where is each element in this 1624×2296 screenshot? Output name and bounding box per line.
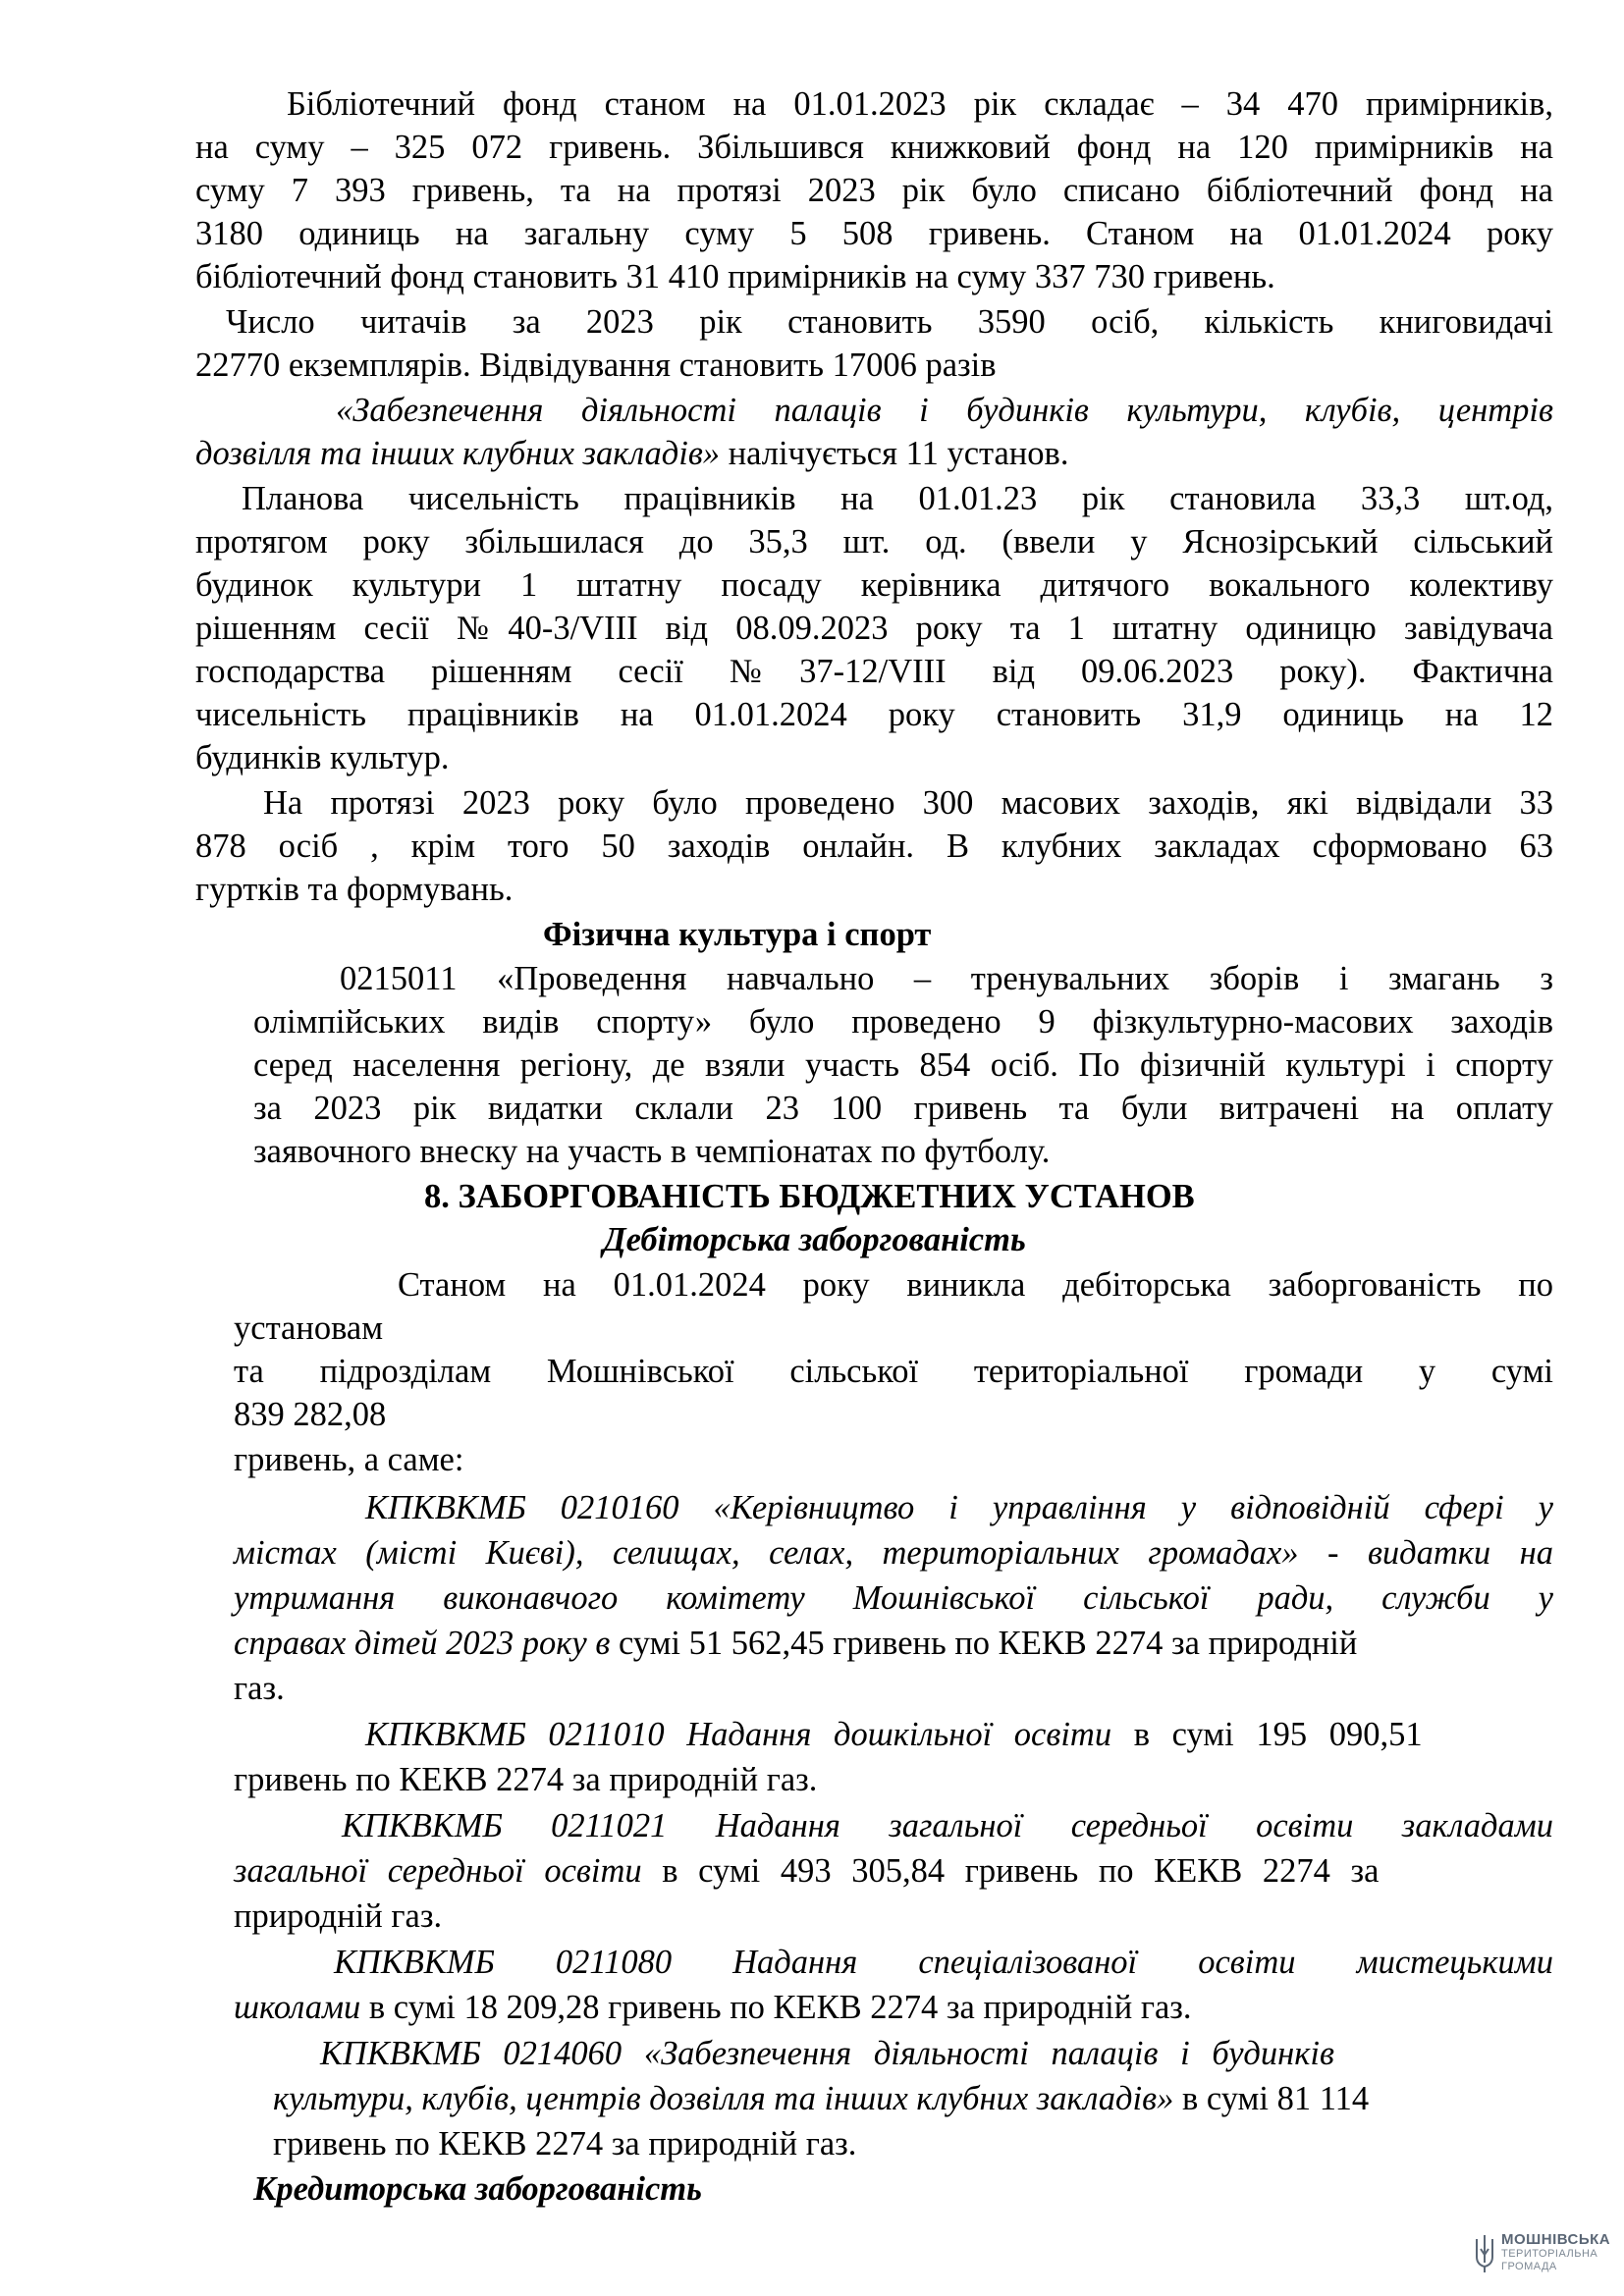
- paragraph-line: [365, 1713, 1423, 1756]
- paragraph-line: КПКВКМБ 0211021 Надання загальної середньої освіти закладами: [342, 1807, 1553, 1844]
- paragraph-line: та підрозділам Мошнівської сільської територіальної громади у сумі: [234, 1353, 1553, 1390]
- paragraph-line: [234, 1986, 1192, 2029]
- logo-subtitle: ТЕРИТОРІАЛЬНА: [1501, 2248, 1598, 2260]
- regular-span: в сумі 195 090,51: [1111, 1716, 1423, 1753]
- italic-span: школами: [234, 1989, 361, 2026]
- subsection-title: Дебіторська заборгованість: [603, 1221, 1026, 1258]
- regular-span: в сумі 493 305,84 гривень по КЕКВ 2274 за: [641, 1852, 1380, 1890]
- section-heading: Фізична культура і спорт: [543, 916, 932, 953]
- paragraph-line: [234, 1849, 1379, 1893]
- paragraph-line: суму 7 393 гривень, та на протязі 2023 рік було списано бібліотечний фонд на: [195, 172, 1553, 209]
- paragraph-line: [273, 2077, 1369, 2120]
- italic-span: КПКВКМБ 0214060: [320, 2035, 623, 2072]
- paragraph-line: Станом на 01.01.2024 року виникла дебіторська заборгованість по: [398, 1266, 1553, 1304]
- italic-span: КПКВКМБ 0211010 Надання дошкільної освіти: [365, 1716, 1112, 1753]
- regular-span: в сумі 18 209,28 гривень по КЕКВ 2274 за природній газ.: [360, 1989, 1192, 2026]
- paragraph-line: будинків культур.: [195, 739, 450, 776]
- paragraph-line: На протязі 2023 року було проведено 300 масових заходів, які відвідали 33: [263, 784, 1553, 822]
- italic-span: справах дітей 2023 року в: [234, 1625, 611, 1662]
- paragraph-line: протягом року збільшилася до 35,3 шт. од. (ввели у Яснозірський сільський: [195, 523, 1553, 561]
- paragraph-line: бібліотечний фонд становить 31 410 примірників на суму 337 730 гривень.: [195, 258, 1275, 295]
- italic-span: культури, клубів, центрів дозвілля та інших клубних закладів»: [273, 2080, 1174, 2117]
- paragraph-line: «Забезпечення діяльності палаців і будинків культури, клубів, центрів: [336, 392, 1553, 429]
- paragraph-line: Планова чисельність працівників на 01.01.23 рік становила 33,3 шт.од,: [242, 480, 1553, 517]
- paragraph-line: господарства рішенням сесії №37-12/VIII від 09.06.2023 року). Фактична: [195, 653, 1553, 690]
- paragraph-line: гривень, а саме:: [234, 1441, 464, 1478]
- paragraph-line: 22770 екземплярів. Відвідування становить 17006 разів: [195, 347, 997, 384]
- paragraph-line: Бібліотечний фонд станом на 01.01.2023 рік складає – 34 470 примірників,: [287, 85, 1553, 123]
- paragraph-line: містах (місті Києві), селищах, селах, територіальних громадах» - видатки на: [234, 1534, 1553, 1572]
- paragraph-line: Число читачів за 2023 рік становить 3590 осіб, кількість книговидачі: [226, 303, 1553, 341]
- paragraph-line: заявочного внеску на участь в чемпіонатах по футболу.: [253, 1133, 1051, 1170]
- paragraph-line: гривень по КЕКВ 2274 за природній газ.: [234, 1761, 818, 1798]
- community-logo: [1474, 2231, 1611, 2278]
- paragraph-line: утримання виконавчого комітету Мошнівської сільської ради, служби у: [234, 1579, 1553, 1617]
- section-title: 8. ЗАБОРГОВАНІСТЬ БЮДЖЕТНИХ УСТАНОВ: [424, 1178, 1195, 1215]
- paragraph-line: за 2023 рік видатки склали 23 100 гривень та були витрачені на оплату: [253, 1090, 1553, 1127]
- paragraph-line: 878 осіб , крім того 50 заходів онлайн. В клубних закладах сформовано 63: [195, 828, 1553, 865]
- paragraph-line: чисельність працівників на 01.01.2024 року становить 31,9 одиниць на 12: [195, 696, 1553, 733]
- subsection-title: Кредиторська заборгованість: [253, 2170, 702, 2208]
- regular-span: налічується 11 установ.: [720, 435, 1069, 472]
- italic-span: «Забезпечення діяльності палаців і будинків: [622, 2035, 1334, 2072]
- paragraph-line: [195, 432, 1068, 475]
- paragraph-line: установам: [234, 1309, 384, 1347]
- paragraph-line: [320, 2032, 1334, 2075]
- paragraph-line: гуртків та формувань.: [195, 871, 514, 908]
- paragraph-line: 839 282,08: [234, 1396, 387, 1433]
- paragraph-line: олімпійських видів спорту» було проведено 9 фізкультурно-масових заходів: [253, 1003, 1553, 1041]
- paragraph-line: гривень по КЕКВ 2274 за природній газ.: [273, 2125, 857, 2163]
- paragraph-line: КПКВКМБ 0211080 Надання спеціалізованої освіти мистецькими: [334, 1944, 1553, 1981]
- paragraph-line: серед населення регіону, де взяли участь 854 осіб. По фізичній культурі і спорту: [253, 1046, 1553, 1084]
- paragraph-line: рішенням сесії №40-3/VIII від 08.09.2023 року та 1 штатну одиницю завідувача: [195, 610, 1553, 647]
- paragraph-line: [234, 1622, 1357, 1665]
- paragraph-line: газ.: [234, 1670, 285, 1707]
- italic-span: дозвілля та інших клубних закладів»: [195, 435, 721, 472]
- paragraph-line: природній газ.: [234, 1897, 443, 1935]
- paragraph-line: 0215011 «Проведення навчально – тренувальних зборів і змагань з: [340, 960, 1553, 997]
- regular-span: в сумі 81 114: [1173, 2080, 1370, 2117]
- italic-span: загальної середньої освіти: [234, 1852, 642, 1890]
- paragraph-line: на суму – 325 072 гривень. Збільшився книжковий фонд на 120 примірників на: [195, 129, 1553, 166]
- trident-icon: [1474, 2233, 1495, 2274]
- paragraph-line: КПКВКМБ 0210160 «Керівництво і управління у відповідній сфері у: [365, 1489, 1553, 1526]
- paragraph-line: 3180 одиниць на загальну суму 5 508 гривень. Станом на 01.01.2024 року: [195, 215, 1553, 252]
- paragraph-line: будинок культури 1 штатну посаду керівника дитячого вокального колективу: [195, 566, 1553, 604]
- logo-subtitle: ГРОМАДА: [1501, 2261, 1557, 2272]
- regular-span: сумі 51 562,45 гривень по КЕКВ 2274 за природній: [610, 1625, 1358, 1662]
- logo-title: МОШНІВСЬКА: [1501, 2231, 1611, 2248]
